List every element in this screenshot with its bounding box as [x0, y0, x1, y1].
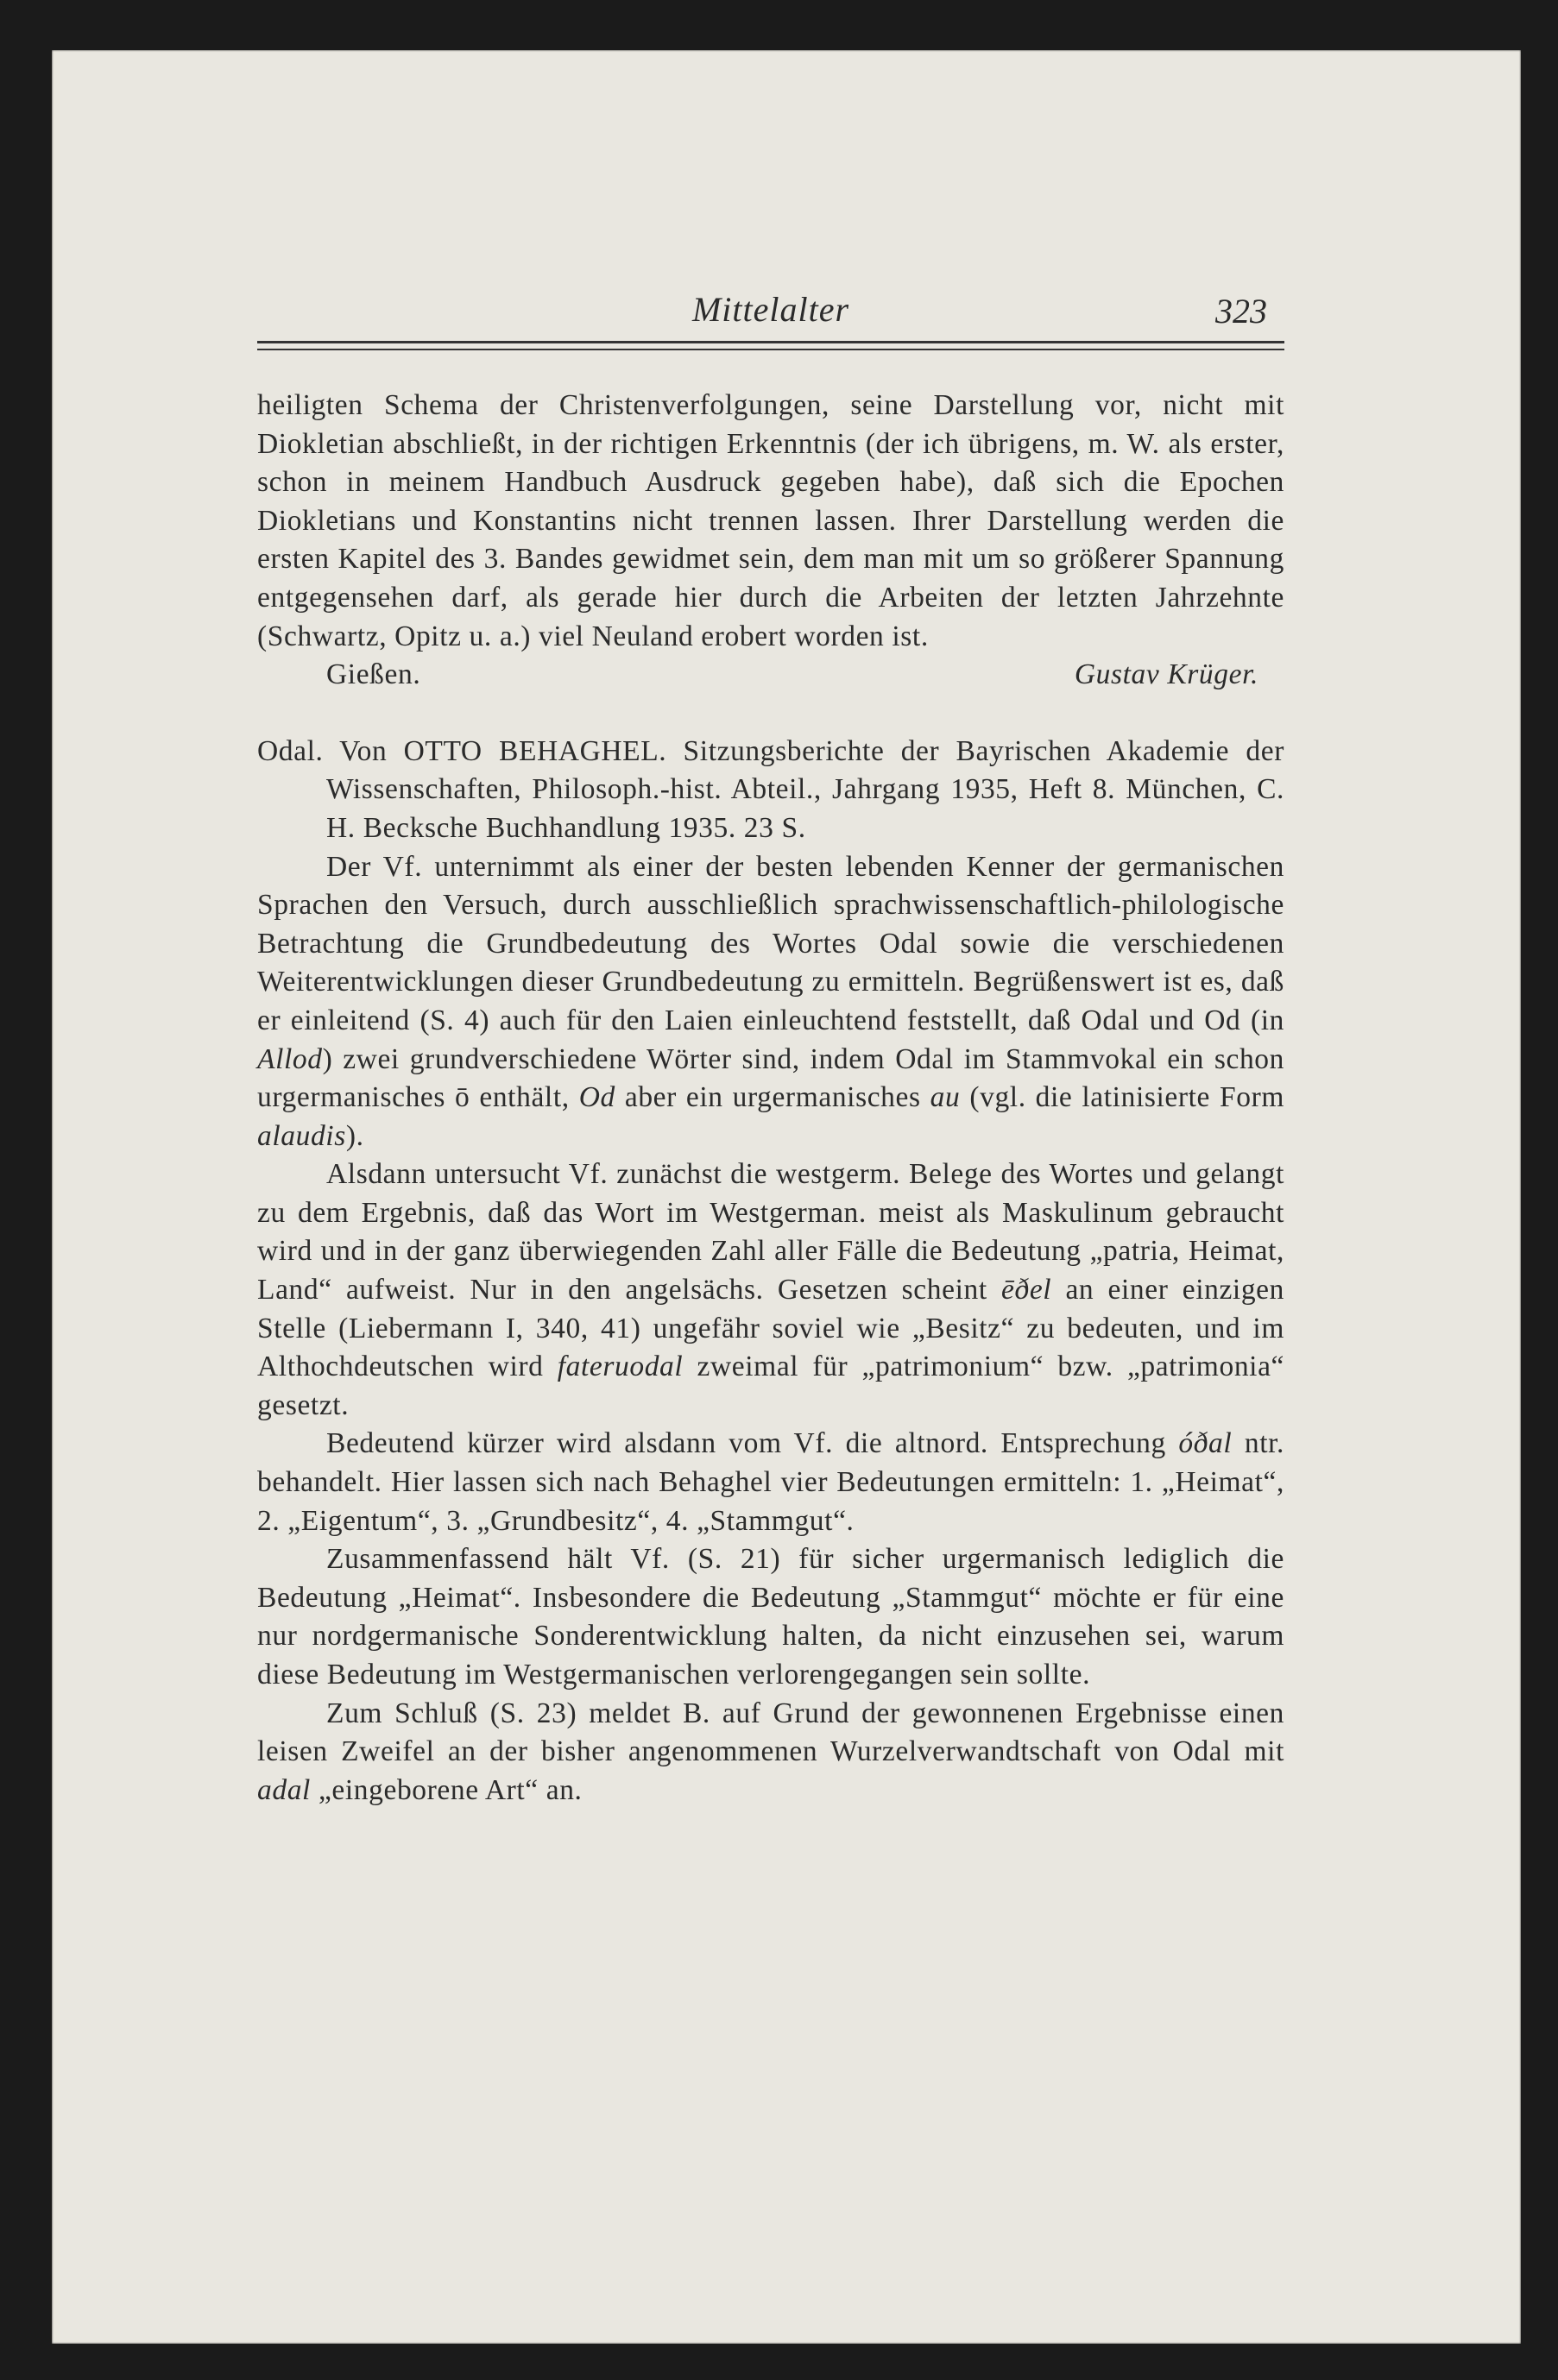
review2-paragraph-4: Zusammenfassend hält Vf. (S. 21) für sicher urgermanisch lediglich die Bedeutung „Heimat“. Insbesondere die Bedeutung „Stammgut“ möchte er für eine nur nordgermanische Sonderentwicklung halten, da nicht einzusehen sei, warum diese Bedeutung im Westgermanischen verlorengegangen sein sollte. — [257, 1543, 1284, 1691]
page-header — [257, 287, 1284, 331]
text-run: an einer einzigen Stelle (Liebermann I, 340, 41) ungefähr soviel wie „Besitz“ zu bedeuten, und im Althochdeutschen wird — [257, 1274, 1285, 1383]
text-run: Zum Schluß (S. 23) meldet B. auf Grund der gewonnenen Ergebnisse einen leisen Zweifel an der bisher angenommenen Wurzelverwandtschaft von Odal mit — [257, 1697, 1284, 1768]
header-rule-bottom — [257, 349, 1284, 350]
italic-term: Od — [578, 1081, 615, 1114]
text-run: aber ein urgermanisches — [615, 1081, 930, 1114]
page-content — [257, 50, 1284, 2294]
signature-place: Gießen. — [326, 658, 421, 691]
italic-term: au — [930, 1081, 961, 1114]
section-gap — [257, 695, 1284, 733]
review2-paragraph-5 — [257, 1695, 1284, 1810]
text-run: (vgl. die latinisierte Form — [960, 1081, 1284, 1114]
italic-term: óðal — [1178, 1427, 1233, 1460]
italic-term: ēðel — [1001, 1274, 1052, 1306]
text-run: Bedeutend kürzer wird alsdann vom Vf. die altnord. Entsprechung — [326, 1427, 1179, 1460]
italic-term: alaudis — [257, 1119, 346, 1152]
review2-paragraph-1 — [257, 848, 1284, 1156]
running-title: Mittelalter — [691, 290, 850, 329]
text-run: Alsdann untersucht Vf. zunächst die westgerm. Belege des Wortes und gelangt zu dem Ergebnis, daß das Wort im Westgerman. meist als Maskulinum gebraucht wird und in der ganz überwiegenden Zahl aller Fälle die Bedeutung „patria, Heimat, Land“ aufweist. Nur in den angelsächs. Gesetzen scheint — [257, 1158, 1284, 1306]
review2-paragraph-2 — [257, 1155, 1284, 1425]
text-run: ) zwei grundverschiedene Wörter sind, indem Odal im Stammvokal ein schon urgermanisches ō enthält, — [257, 1042, 1284, 1114]
italic-term: Allod — [257, 1042, 323, 1075]
italic-term: fateruodal — [557, 1351, 684, 1383]
page-number: 323 — [1215, 292, 1267, 331]
review1-paragraph: heiligten Schema der Christenverfolgungen, seine Darstellung vor, nicht mit Diokletian abschließt, in der richtigen Erkenntnis (der ich übrigens, m. W. als erster, schon in meinem Handbuch Ausdruck gegeben habe), daß sich die Epochen Diokletians und Konstantins nicht trennen lassen. Ihrer Darstellung werden die ersten Kapitel des 3. Bandes gewidmet sein, dem man mit um so größerer Spannung entgegensehen darf, als gerade hier durch die Arbeiten der letzten Jahrzehnte (Schwartz, Opitz u. a.) viel Neuland erobert worden ist. — [257, 389, 1284, 652]
review1-signature — [257, 656, 1284, 695]
review2-paragraph-3 — [257, 1425, 1284, 1540]
text-run: „eingeborene Art“ an. — [310, 1773, 583, 1806]
text-run: ). — [345, 1119, 364, 1152]
body-text — [257, 387, 1284, 1810]
italic-term: adal — [257, 1773, 311, 1806]
text-run: Der Vf. unternimmt als einer der besten lebenden Kenner der germanischen Sprachen den Versuch, durch ausschließlich sprachwissenschaftlich-philologische Betrachtung die Grundbedeutung des Wortes Odal sowie die verschiedenen Weiterentwicklungen dieser Grundbedeutung zu ermitteln. Begrüßenswert ist es, daß er einleitend (S. 4) auch für den Laien einleuchtend feststellt, daß Odal und Od (in — [257, 850, 1284, 1036]
text-run: ntr. behandelt. Hier lassen sich nach Behaghel vier Bedeutungen ermitteln: 1. „Heimat“, 2. „Eigentum“, 3. „Grundbesitz“, 4. „Stammgut“. — [257, 1427, 1284, 1537]
header-rule-top — [257, 341, 1284, 343]
text-run: zweimal für „patrimonium“ bzw. „patrimonia“ gesetzt. — [257, 1351, 1285, 1421]
paper-sheet — [52, 50, 1521, 2344]
signature-author: Gustav Krüger. — [1074, 658, 1258, 691]
review2-citation: Odal. Von OTTO BEHAGHEL. Sitzungsberichte der Bayrischen Akademie der Wissenschaften, Philosoph.-hist. Abteil., Jahrgang 1935, Heft 8. München, C. H. Becksche Buchhandlung 1935. 23 S. — [257, 734, 1284, 844]
